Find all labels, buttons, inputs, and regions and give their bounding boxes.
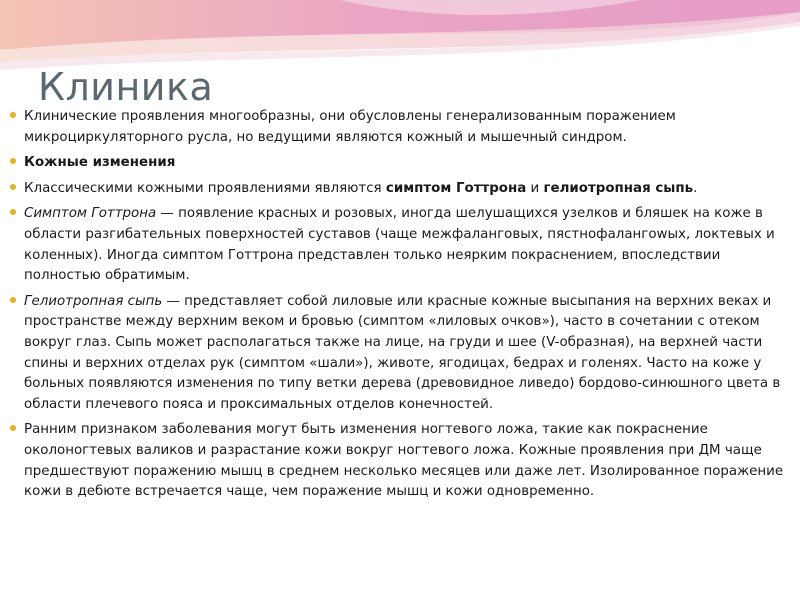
bullet-dot-icon	[10, 425, 16, 431]
bullet-text-part: Классическими кожными проявлениями являются	[24, 180, 386, 196]
slide-title: Клиника	[38, 65, 214, 109]
bullet-dot-icon	[10, 209, 16, 215]
bullet-item	[10, 107, 790, 148]
bullet-text	[24, 181, 697, 196]
bullet-heading: Кожные изменения	[24, 155, 176, 171]
bullet-dot-icon	[10, 112, 16, 118]
bullet-item	[10, 420, 790, 502]
bullet-bold-term: симптом Готтрона	[385, 180, 527, 196]
bullet-dot-icon	[10, 184, 16, 190]
bullet-text-part: — появление красных и розовых, иногда шелушащихся узелков и бляшек на коже в области разгибательных поверхностей суставов (чаще межфаланговых, пястнофалангowых, локтевых и коленных). Иногда симптом Готтрона представлен только неярким покраснением, впоследствии полностью обратимым.	[24, 206, 775, 284]
bullet-text	[24, 206, 775, 283]
bullet-item	[10, 179, 790, 200]
bullet-item	[10, 292, 790, 416]
bullet-dot-icon	[10, 297, 16, 303]
bullet-list	[10, 107, 790, 508]
bullet-bold-term: гелиотропная сыпь	[543, 180, 694, 196]
bullet-text: Ранним признаком заболевания могут быть изменения ногтевого ложа, такие как покраснение околоногтевых валиков и разрастание кожи вокруг ногтевого ложа. Кожные проявления при ДМ чаще предшествуют поражению мышц в среднем несколько месяцев или даже лет. Изолированное поражение кожи в дебюте встречается чаще, чем поражение мышц и кожи одновременно.	[24, 422, 784, 500]
bullet-text-part: .	[693, 180, 698, 196]
bullet-text-part: — представляет собой лиловые или красные кожные высыпания на верхних веках и пространстве между верхним веком и бровью (симптом «лиловых очков»), часто в сочетании с отеком вокруг глаз. Сыпь может располагаться также на лице, на груди и шее (V-образная), на верхней части спины и верхних отделах рук (симптом «шали»), животе, ягодицах, бедрах и голенях. Часто на коже у больных появляются изменения по типу ветки дерева (древовидное ливедо) бордово-синюшного цвета в области плечевого пояса и проксимальных отделов конечностей.	[24, 293, 781, 412]
bullet-text	[24, 155, 175, 170]
bullet-item	[10, 153, 790, 174]
bullet-dot-icon	[10, 158, 16, 164]
bullet-text: Клинические проявления многообразны, они обусловлены генерализованным поражением микроциркуляторного русла, но ведущими являются кожный и мышечный синдром.	[24, 109, 676, 145]
bullet-text-part: и	[526, 180, 544, 196]
bullet-item	[10, 204, 790, 286]
bullet-italic-term: Симптом Готтрона	[24, 206, 157, 222]
bullet-italic-term: Гелиотропная сыпь	[24, 293, 163, 309]
bullet-text	[24, 294, 780, 412]
